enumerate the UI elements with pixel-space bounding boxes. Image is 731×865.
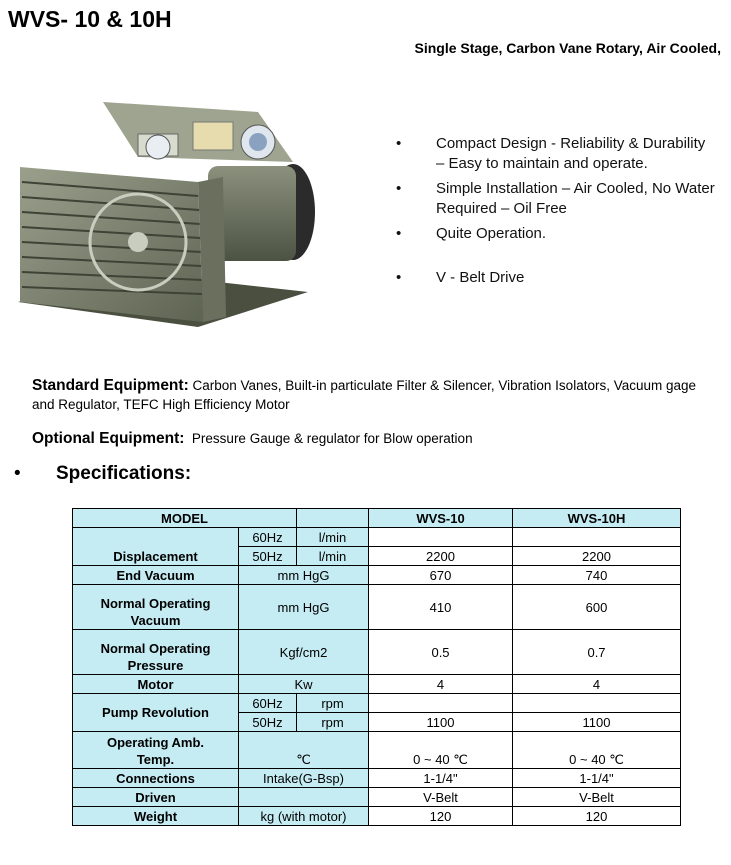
value-cell: 120: [513, 807, 681, 826]
table-row: [73, 788, 681, 807]
unit-cell: l/min: [297, 547, 369, 566]
unit-cell: rpm: [297, 694, 369, 713]
product-subtitle: Single Stage, Carbon Vane Rotary, Air Cooled,: [414, 40, 721, 56]
row-label: Normal Operating Vacuum: [73, 585, 239, 630]
table-row: [73, 528, 681, 547]
optional-equipment-text: Pressure Gauge & regulator for Blow operation: [191, 431, 473, 446]
unit-cell: kg (with motor): [239, 807, 369, 826]
feature-list: [396, 134, 716, 293]
standard-equipment-text: Carbon Vanes, Built-in particulate Filter & Silencer, Vibration Isolators, Vacuum gage and Regulator, TEFC High Efficiency Motor: [32, 378, 697, 412]
model-header: MODEL: [73, 509, 297, 528]
value-cell: 4: [513, 675, 681, 694]
value-cell: 410: [369, 585, 513, 630]
feature-item: [396, 179, 716, 219]
unit-cell: Kgf/cm2: [239, 630, 369, 675]
feature-item: [396, 134, 716, 174]
model-col-wvs10: WVS-10: [369, 509, 513, 528]
row-label: End Vacuum: [73, 566, 239, 585]
feature-text: Compact Design - Reliability & Durability – Easy to maintain and operate.: [436, 135, 706, 172]
feature-item: [396, 224, 716, 244]
unit-cell: rpm: [297, 713, 369, 732]
row-label: Normal Operating Pressure: [73, 630, 239, 675]
table-row: [73, 566, 681, 585]
table-row: [73, 630, 681, 675]
specifications-table: [72, 508, 681, 826]
feature-item: [396, 268, 716, 288]
freq-cell: 50Hz: [239, 713, 297, 732]
unit-cell: mm HgG: [239, 566, 369, 585]
specifications-heading: [14, 463, 191, 485]
unit-cell: l/min: [297, 528, 369, 547]
freq-cell: 60Hz: [239, 528, 297, 547]
row-label: Pump Revolution: [73, 694, 239, 732]
bullet: •: [396, 180, 402, 197]
value-cell: 0 ~ 40 ℃: [369, 732, 513, 769]
table-header-row: [73, 509, 681, 528]
value-cell: 740: [513, 566, 681, 585]
value-cell: [513, 528, 681, 547]
table-row: [73, 585, 681, 630]
unit-cell: mm HgG: [239, 585, 369, 630]
value-cell: 2200: [513, 547, 681, 566]
row-label: Motor: [73, 675, 239, 694]
value-cell: [369, 528, 513, 547]
standard-equipment: [32, 376, 712, 414]
unit-cell: Intake(G-Bsp): [239, 769, 369, 788]
row-label: Displacement: [73, 528, 239, 566]
standard-equipment-label: Standard Equipment:: [32, 377, 189, 394]
value-cell: V-Belt: [513, 788, 681, 807]
value-cell: 0 ~ 40 ℃: [513, 732, 681, 769]
optional-equipment: [32, 429, 712, 448]
bullet: •: [396, 269, 402, 286]
table-row: [73, 675, 681, 694]
unit-cell: Kw: [239, 675, 369, 694]
table-row: [73, 807, 681, 826]
bullet: •: [396, 225, 402, 242]
unit-cell: [239, 788, 369, 807]
value-cell: 1100: [369, 713, 513, 732]
value-cell: V-Belt: [369, 788, 513, 807]
value-cell: 1-1/4": [369, 769, 513, 788]
vacuum-pump-photo: [8, 92, 324, 344]
row-label: Weight: [73, 807, 239, 826]
value-cell: 1-1/4": [513, 769, 681, 788]
table-row: [73, 732, 681, 769]
page-title: WVS- 10 & 10H: [8, 6, 172, 32]
freq-cell: 50Hz: [239, 547, 297, 566]
row-label: Driven: [73, 788, 239, 807]
specifications-title: Specifications:: [56, 463, 192, 484]
table-row: [73, 769, 681, 788]
value-cell: 0.5: [369, 630, 513, 675]
optional-equipment-label: Optional Equipment:: [32, 430, 185, 447]
value-cell: 4: [369, 675, 513, 694]
value-cell: 2200: [369, 547, 513, 566]
row-label: Connections: [73, 769, 239, 788]
feature-text: Simple Installation – Air Cooled, No Water Required – Oil Free: [436, 180, 715, 217]
table-row: [73, 694, 681, 713]
bullet: •: [396, 135, 402, 152]
feature-text: Quite Operation.: [436, 225, 547, 242]
value-cell: 1100: [513, 713, 681, 732]
feature-text: V - Belt Drive: [436, 269, 525, 286]
row-label: Operating Amb. Temp.: [73, 732, 239, 769]
freq-cell: 60Hz: [239, 694, 297, 713]
value-cell: 600: [513, 585, 681, 630]
value-cell: 670: [369, 566, 513, 585]
bullet: •: [14, 463, 21, 484]
unit-cell: ℃: [239, 732, 369, 769]
model-col-wvs10h: WVS-10H: [513, 509, 681, 528]
value-cell: 120: [369, 807, 513, 826]
value-cell: 0.7: [513, 630, 681, 675]
